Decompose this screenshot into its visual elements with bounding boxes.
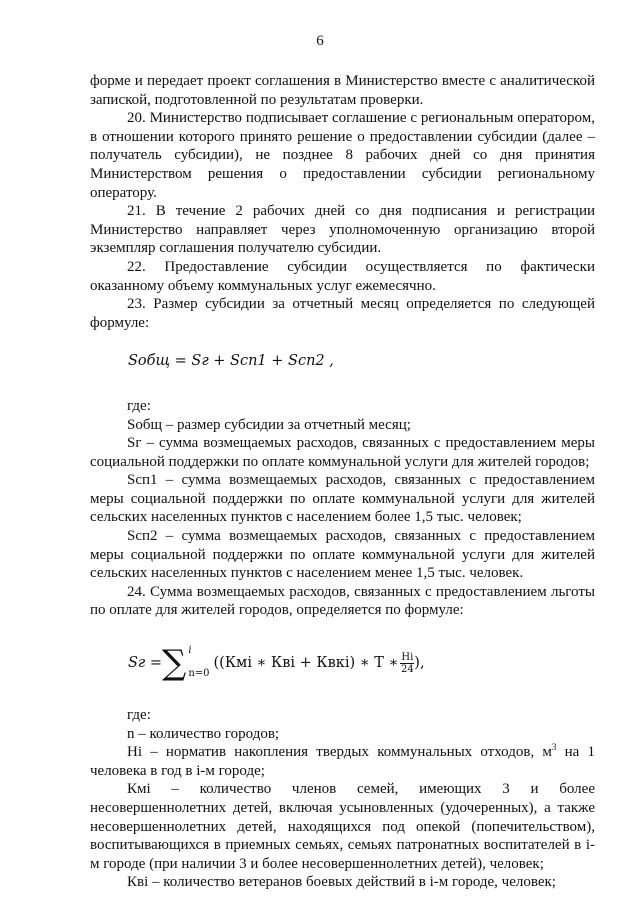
paragraph-21: 21. В течение 2 рабочих дней со дня подписания и регистрации Министерство направляет через уполномоченную организацию второй экземпляр соглашения получателю субсидии. — [90, 203, 595, 257]
definition-km: Кмi – количество членов семей, имеющих 3 и более несовершеннолетних детей, включая усыновленных (удочеренных), а также несовершеннолетних детей, находящихся под опекой (попечительством), воспитывающихся в приемных семьях, семьях патронатных воспитателей в i-м городе (при наличии 3 и более несовершеннолетних детей), человек; — [90, 781, 595, 872]
formula-body: ((Кмi ∗ Квi + Квкi) ∗ Т ∗ — [213, 654, 399, 671]
sum-lower-limit: n=0 — [188, 668, 210, 680]
definition-norm — [90, 743, 595, 780]
formula-total-subsidy: Sобщ = Sг + Sсп1 + Sсп2 , — [128, 353, 334, 370]
fraction — [400, 652, 414, 675]
paragraph-20: 20. Министерство подписывает соглашение с региональным оператором, в отношении которого принято решение о предоставлении субсидии (далее – получатель субсидии), не позднее 8 рабочих дней со дня принятия Министерством решения о предоставлении субсидии региональному оператору. — [90, 110, 595, 201]
paragraph-continuation: форме и передает проект соглашения в Министерство вместе с аналитической запиской, подготовленной по результатам проверки. — [90, 73, 595, 108]
definition-s-city: Sг – сумма возмещаемых расходов, связанных с предоставлением меры социальной поддержки по оплате коммунальной услуги для жителей городов; — [90, 435, 595, 470]
formula-lhs: Sг = — [128, 654, 163, 671]
definition-n: n – количество городов; — [127, 725, 280, 742]
document-body — [90, 72, 595, 892]
definition-s-rural-2: Sсп2 – сумма возмещаемых расходов, связанных с предоставлением меры социальной поддержки по оплате коммунальной услуги для жителей сельских населенных пунктов с населением менее 1,5 тыс. человек. — [90, 528, 595, 582]
formula-tail: ), — [414, 654, 425, 671]
where-label-1: где: — [127, 397, 151, 414]
formula-city-sum — [128, 642, 595, 684]
where-label-2: где: — [127, 707, 151, 724]
definition-norm-text: Нi – норматив накопления твердых коммунальных отходов, м — [127, 744, 552, 761]
paragraph-23: 23. Размер субсидии за отчетный месяц определяется по следующей формуле: — [90, 296, 595, 331]
sum-limits — [188, 642, 209, 684]
definition-s-rural-1: Sсп1 – сумма возмещаемых расходов, связанных с предоставлением меры социальной поддержки по оплате коммунальной услуги для жителей сельских населенных пунктов с населением более 1,5 тыс. человек; — [90, 472, 595, 526]
sum-sign: ∑ — [162, 643, 187, 684]
fraction-denominator: 24 — [400, 663, 414, 675]
page-number: 6 — [316, 33, 324, 49]
fraction-numerator: Нi — [401, 651, 414, 663]
paragraph-24: 24. Сумма возмещаемых расходов, связанных с предоставлением льготы по оплате для жителей городов, определяется по формуле: — [90, 583, 595, 619]
superscript-3: 3 — [551, 742, 557, 753]
sum-upper-limit: i — [188, 645, 192, 657]
definition-norm-text-end: на 1 человека в год в i-м городе; — [90, 744, 596, 779]
paragraph-22: 22. Предоставление субсидии осуществляется по фактически оказанному объему коммунальных услуг ежемесячно. — [90, 258, 595, 294]
definition-s-total: Sобщ – размер субсидии за отчетный месяц; — [127, 416, 411, 433]
definition-kv: Квi – количество ветеранов боевых действий в i-м городе, человек; — [127, 874, 556, 891]
